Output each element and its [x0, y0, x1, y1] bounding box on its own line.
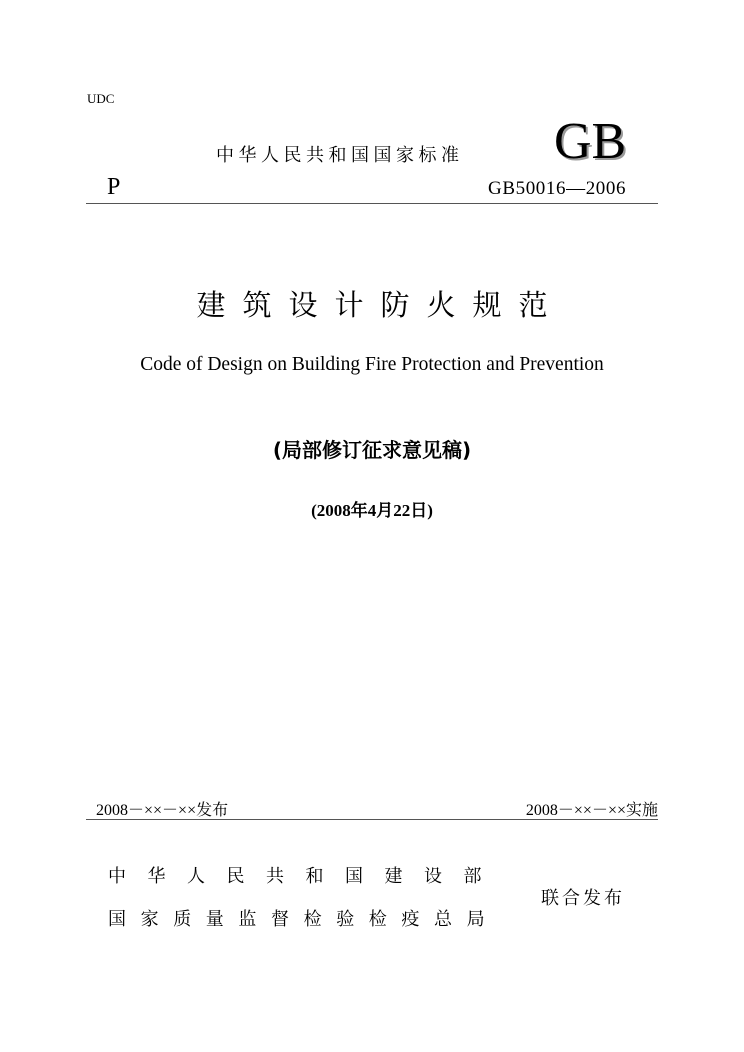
udc-label: UDC: [87, 91, 115, 106]
standard-number: GB50016—2006: [488, 178, 627, 199]
implement-date: 2008－××－××实施: [525, 802, 658, 819]
issue-date: 2008－××－××发布: [96, 802, 229, 819]
publisher-ministry: 中华人民共和国建设部: [108, 866, 503, 887]
draft-note: (局部修订征求意见稿): [272, 438, 472, 462]
classification-code: P: [107, 174, 121, 200]
title-chinese: 建筑设计防火规范: [196, 288, 565, 322]
gb-logo: GB: [554, 113, 627, 170]
title-english: Code of Design on Building Fire Protection and Prevention: [140, 354, 604, 375]
publisher-aqsiq: 国家质量监督检验检疫总局: [108, 909, 500, 930]
draft-date: (2008年4月22日): [311, 501, 433, 520]
joint-issue-label: 联合发布: [541, 888, 625, 909]
national-standard-label: 中华人民共和国国家标准: [216, 145, 464, 166]
footer-divider: [86, 819, 658, 820]
header-divider: [86, 203, 658, 204]
